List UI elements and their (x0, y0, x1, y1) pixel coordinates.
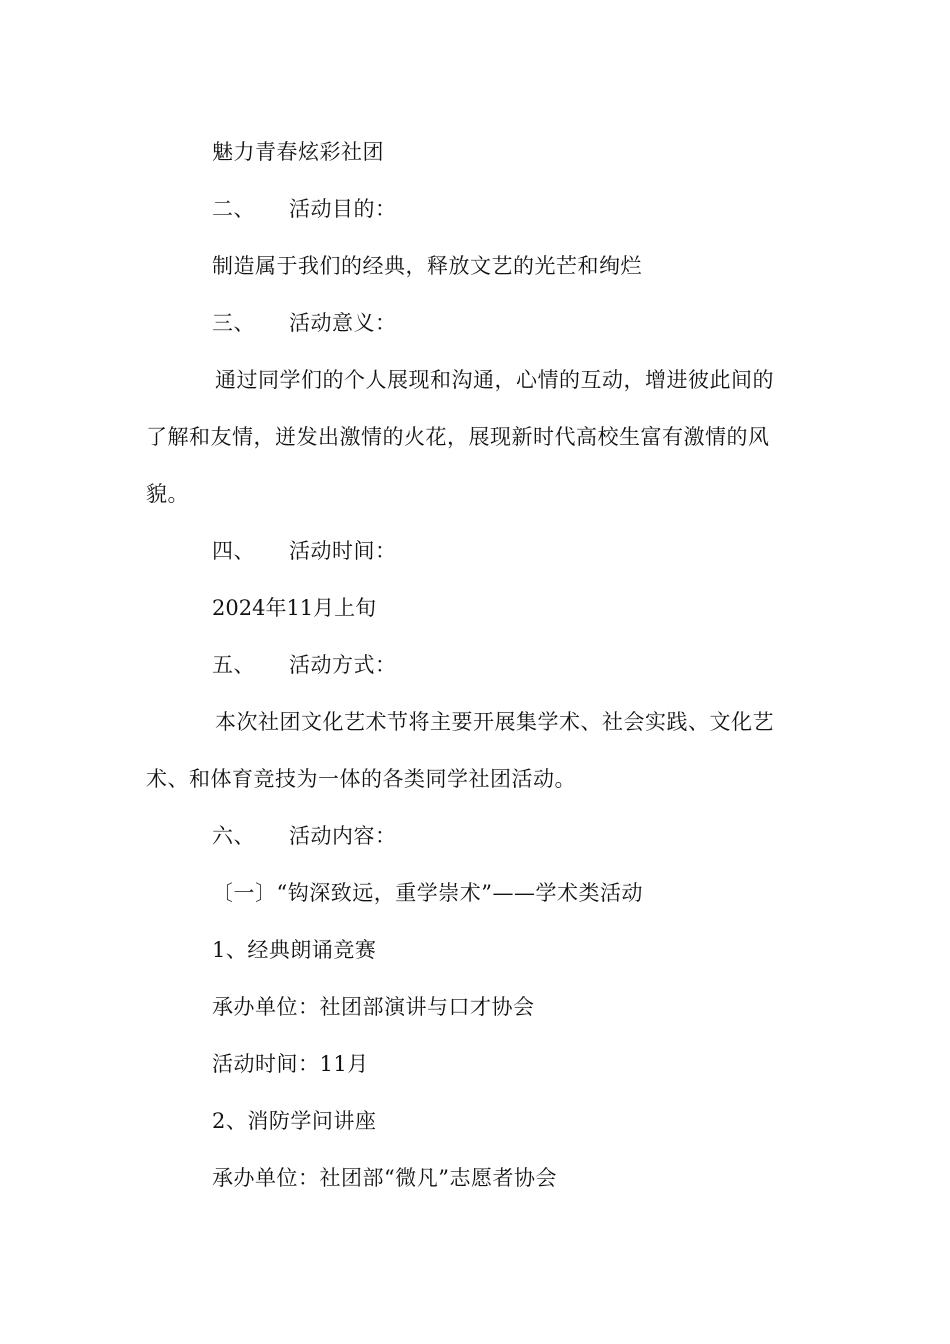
list-item-host: 承办单位：社团部“微凡”志愿者协会 (212, 1166, 557, 1190)
paragraph-significance-line: 貌。 (146, 482, 189, 506)
list-item: 2、消防学问讲座 (212, 1109, 377, 1133)
section-heading-format (212, 650, 397, 680)
section-title: 活动内容： (289, 824, 397, 848)
section-number: 五、 (212, 653, 255, 677)
paragraph-significance-line: 了解和友情，迸发出激情的火花，展现新时代高校生富有激情的风 (146, 425, 770, 449)
list-item: 1、经典朗诵竞赛 (212, 938, 377, 962)
subsection-heading: 〔一〕“钩深致远，重学崇术”——学术类活动 (212, 881, 643, 905)
section-title: 活动意义： (289, 311, 397, 335)
section-title: 活动方式： (289, 653, 397, 677)
section-title: 活动目的： (289, 197, 397, 221)
section-heading-significance (212, 308, 397, 338)
section-heading-time (212, 536, 397, 566)
list-item-time: 活动时间：11月 (212, 1052, 369, 1076)
section-number: 六、 (212, 824, 255, 848)
list-item-host: 承办单位：社团部演讲与口才协会 (212, 995, 535, 1019)
paragraph-format-line: 术、和体育竞技为一体的各类同学社团活动。 (146, 767, 576, 791)
paragraph-purpose: 制造属于我们的经典，释放文艺的光芒和绚烂 (212, 254, 642, 278)
section-number: 二、 (212, 197, 255, 221)
section-title: 活动时间： (289, 539, 397, 563)
section-heading-purpose (212, 194, 397, 224)
paragraph-title: 魅力青春炫彩社团 (212, 140, 384, 164)
paragraph-significance-line: 通过同学们的个人展现和沟通，心情的互动，增进彼此间的 (215, 368, 774, 392)
paragraph-time: 2024年11月上旬 (212, 596, 377, 620)
paragraph-format-line: 本次社团文化艺术节将主要开展集学术、社会实践、文化艺 (215, 710, 774, 734)
section-heading-content (212, 821, 397, 851)
section-number: 四、 (212, 539, 255, 563)
section-number: 三、 (212, 311, 255, 335)
